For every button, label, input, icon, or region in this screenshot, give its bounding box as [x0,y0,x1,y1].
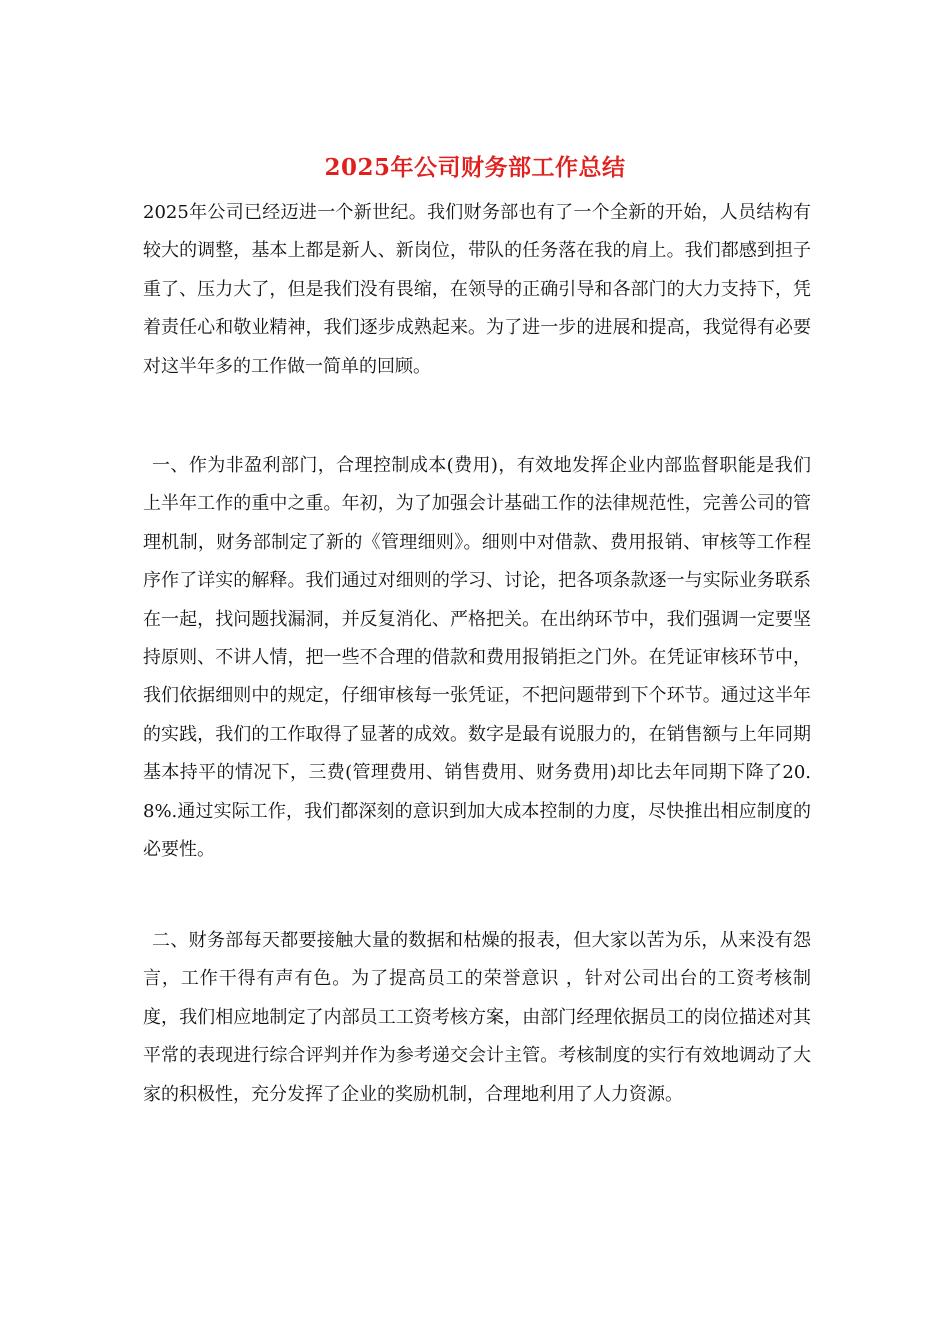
paragraph-section-one: 一、作为非盈利部门，合理控制成本(费用)，有效地发挥企业内部监督职能是我们上半年工作的重中之重。年初，为了加强会计基础工作的法律规范性，完善公司的管理机制，财务部制定了新的《管理细则》。细则中对借款、费用报销、审核等工作程序作了详实的解释。我们通过对细则的学习、讨论，把各项条款逐一与实际业务联系在一起，找问题找漏洞，并反复消化、严格把关。在出纳环节中，我们强调一定要坚持原则、不讲人情，把一些不合理的借款和费用报销拒之门外。在凭证审核环节中，我们依据细则中的规定，仔细审核每一张凭证，不把问题带到下个环节。通过这半年的实践，我们的工作取得了显著的成效。数字是最有说服力的，在销售额与上年同期基本持平的情况下，三费(管理费用、销售费用、财务费用)却比去年同期下降了20.8%.通过实际工作，我们都深刻的意识到加大成本控制的力度，尽快推出相应制度的必要性。 [143,455,811,861]
paragraph-intro: 2025年公司已经迈进一个新世纪。我们财务部也有了一个全新的开始，人员结构有较大的调整，基本上都是新人、新岗位，带队的任务落在我的肩上。我们都感到担子重了、压力大了，但是我们没有畏缩，在领导的正确引导和各部门的大力支持下，凭着责任心和敬业精神，我们逐步成熟起来。为了进一步的进展和提高，我觉得有必要对这半年多的工作做一简单的回顾。 [143,202,811,377]
paragraph-section-two: 二、财务部每天都要接触大量的数据和枯燥的报表，但大家以苦为乐，从来没有怨言，工作干得有声有色。为了提高员工的荣誉意识 ，针对公司出台的工资考核制度，我们相应地制定了内部员工工资考核方案，由部门经理依据员工的岗位描述对其平常的表现进行综合评判并作为参考递交会计主管。考核制度的实行有效地调动了大家的积极性，充分发挥了企业的奖励机制，合理地利用了人力资源。 [143,930,811,1105]
document-title: 2025年公司财务部工作总结 [324,154,626,181]
